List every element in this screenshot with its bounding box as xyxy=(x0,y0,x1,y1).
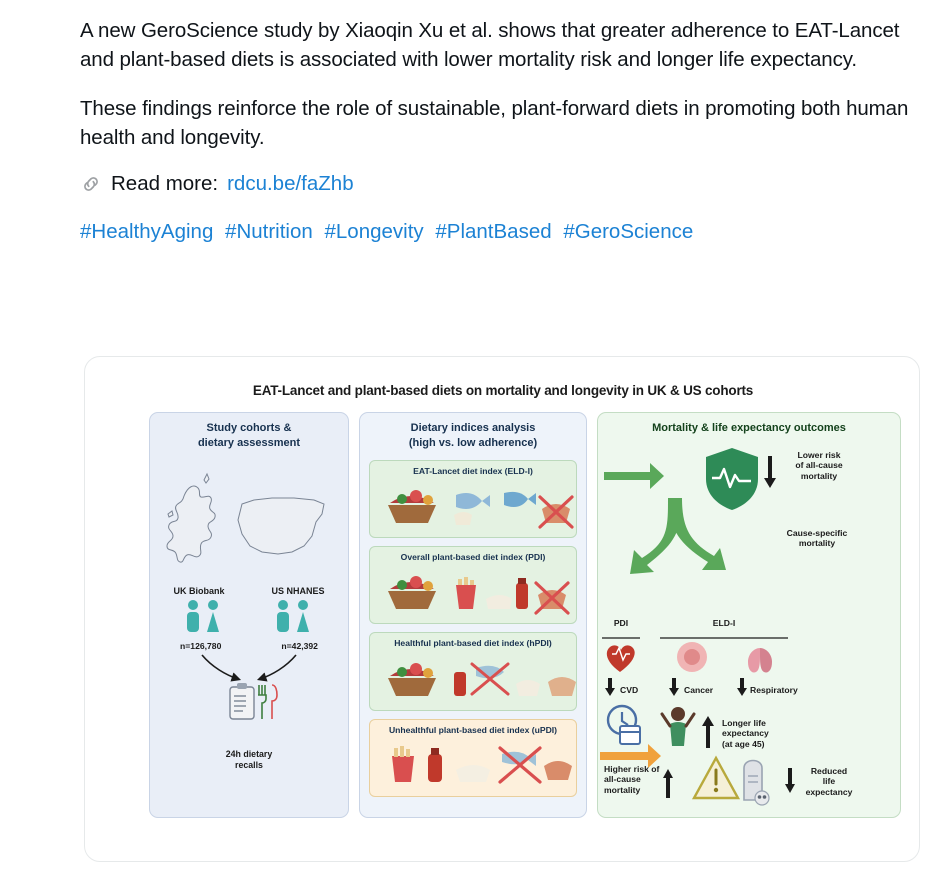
figure-panels xyxy=(91,398,915,828)
outcome-cvd: CVD xyxy=(620,684,639,695)
maps-illustration xyxy=(150,456,348,584)
food-icons-pdi xyxy=(376,565,570,617)
uk-us-maps-svg xyxy=(150,456,350,584)
post-paragraph-1: A new GeroScience study by Xiaoqin Xu et al. shows that greater adherence to EAT-Lancet and plant-based diets is associated with lower mortality risk and longer life expectancy. xyxy=(80,19,900,72)
figure-image xyxy=(91,363,915,853)
index-box-eld-i: EAT-Lancet diet index (ELD-I) xyxy=(369,460,577,538)
cohort-names xyxy=(150,586,348,596)
group-label-eld-i: ELD-I xyxy=(712,617,736,628)
figure-title: EAT-Lancet and plant-based diets on mortality and longevity in UK & US cohorts xyxy=(252,383,754,398)
panel-dietary-indices xyxy=(359,412,587,818)
hashtag-list xyxy=(80,218,922,247)
longer-life-label: Longer life expectancy (at age 45) xyxy=(722,717,769,749)
outcome-respiratory: Respiratory xyxy=(750,684,798,695)
hashtag-plantbased[interactable]: #PlantBased xyxy=(435,220,552,244)
read-more-label: Read more: xyxy=(111,172,219,196)
outcomes-diagram xyxy=(598,442,900,820)
reduced-life-label: Reduced life expectancy xyxy=(805,765,853,797)
higher-risk-label: Higher risk of all-cause mortality xyxy=(604,763,660,795)
hashtag-healthyaging[interactable]: #HealthyAging xyxy=(80,220,214,244)
cohort-name-us: US NHANES xyxy=(271,586,325,597)
group-label-pdi: PDI xyxy=(613,617,629,628)
panel3-heading: Mortality & life expectancy outcomes xyxy=(652,422,846,434)
index-box-updi: Unhealthful plant-based diet index (uPDI) xyxy=(369,719,577,797)
dietary-recalls-label: 24h dietary recalls xyxy=(225,749,273,771)
index-box-hpdi: Healthful plant-based diet index (hPDI) xyxy=(369,632,577,710)
post-body xyxy=(0,0,946,247)
read-more-line xyxy=(80,172,922,196)
cohort-n-us: n=42,392 xyxy=(281,641,318,652)
post-paragraph-2: These findings reinforce the role of sustainable, plant-forward diets in promoting both human health and longevity. xyxy=(80,97,909,150)
cohort-sample-sizes xyxy=(150,641,348,651)
panel2-heading: Dietary indices analysis (high vs. low adherence) xyxy=(408,422,538,449)
figure-card[interactable] xyxy=(84,356,920,862)
panel-outcomes xyxy=(597,412,901,818)
cause-specific-label: Cause-specific mortality xyxy=(786,527,848,549)
article-link[interactable]: rdcu.be/faZhb xyxy=(227,172,354,196)
hashtag-nutrition[interactable]: #Nutrition xyxy=(225,220,313,244)
outcome-cancer: Cancer xyxy=(684,684,714,695)
cohort-n-uk: n=126,780 xyxy=(180,641,222,652)
index-box-pdi: Overall plant-based diet index (PDI) xyxy=(369,546,577,624)
food-icons-hpdi xyxy=(376,652,570,704)
food-icons-eld-i xyxy=(376,479,570,531)
panel-study-cohorts xyxy=(149,412,349,818)
recall-arrows-and-clipboard xyxy=(150,651,348,747)
hashtag-geroscience[interactable]: #GeroScience xyxy=(563,220,694,244)
hashtag-longevity[interactable]: #Longevity xyxy=(324,220,424,244)
panel1-heading: Study cohorts & dietary assessment xyxy=(197,422,301,449)
food-icons-updi xyxy=(376,738,570,790)
cohort-name-uk: UK Biobank xyxy=(173,586,225,597)
link-icon xyxy=(80,173,102,195)
people-icons xyxy=(150,596,348,638)
lower-risk-label: Lower risk of all-cause mortality xyxy=(795,449,843,481)
